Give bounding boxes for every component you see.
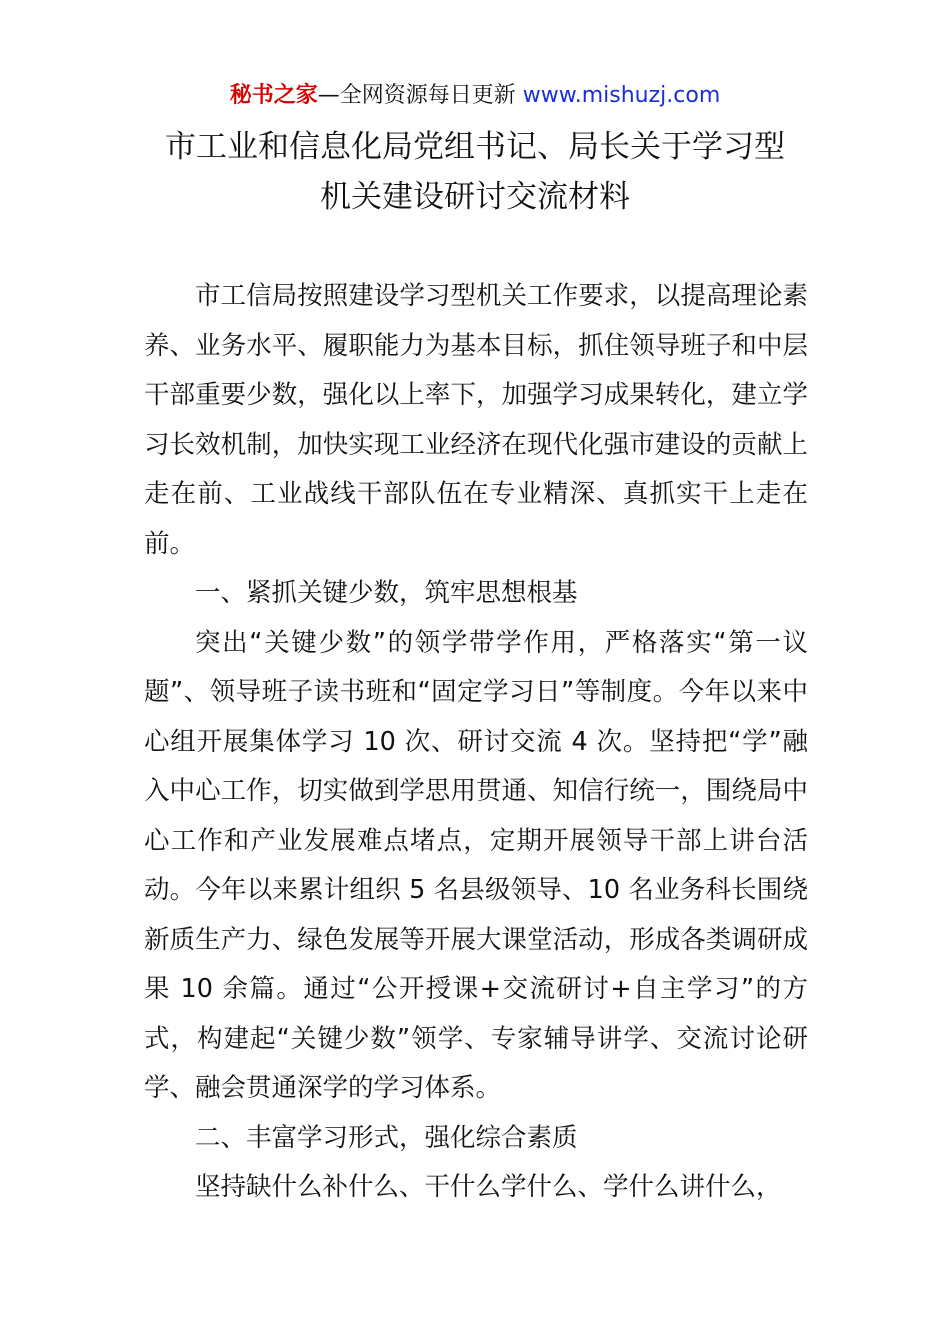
section-2-paragraph: 坚持缺什么补什么、干什么学什么、学什么讲什么， xyxy=(195,1172,782,1202)
site-url: www.mishuzj.com xyxy=(522,83,721,108)
intro-paragraph: 市工信局按照建设学习型机关工作要求，以提高理论素养、业务水平、履职能力为基本目标，抓住领导班子和中层干部重要少数，强化以上率下，加强学习成果转化，建立学习长效机制，加快实现工业经济在现代化强市建设的贡献上走在前、工业战线干部队伍在专业精深、真抓实干上走在前。 xyxy=(144,281,808,559)
site-brand: 秘书之家 xyxy=(229,83,318,108)
document-title-line-2: 机关建设研讨交流材料 xyxy=(320,179,630,215)
section-1-paragraph: 突出“关键少数”的领学带学作用，严格落实“第一议题”、领导班子读书班和“固定学习日”等制度。今年以来中心组开展集体学习 10 次、研讨交流 4 次。坚持把“学”融入中心工作，切实做到学思用贯通、知信行统一，围绕局中心工作和产业发展难点堵点，定期开展领导干部上讲台活动。今年以来累计组织 5 名县级领导、10 名业务科长围绕新质生产力、绿色发展等开展大课堂活动，形成各类调研成果 10 余篇。通过“公开授课+交流研讨+自主学习”的方式，构建起“关键少数”领学、专家辅导讲学、交流讨论研学、融会贯通深学的学习体系。 xyxy=(144,627,808,1103)
site-tagline: —全网资源每日更新 xyxy=(317,83,523,108)
section-2-heading: 二、丰富学习形式，强化综合素质 xyxy=(195,1122,578,1153)
section-1-heading: 一、紧抓关键少数，筑牢思想根基 xyxy=(195,578,578,608)
document-body xyxy=(144,272,808,1213)
document-title-line-1: 市工业和信息化局党组书记、局长关于学习型 xyxy=(165,129,785,165)
site-watermark-header xyxy=(0,80,950,112)
